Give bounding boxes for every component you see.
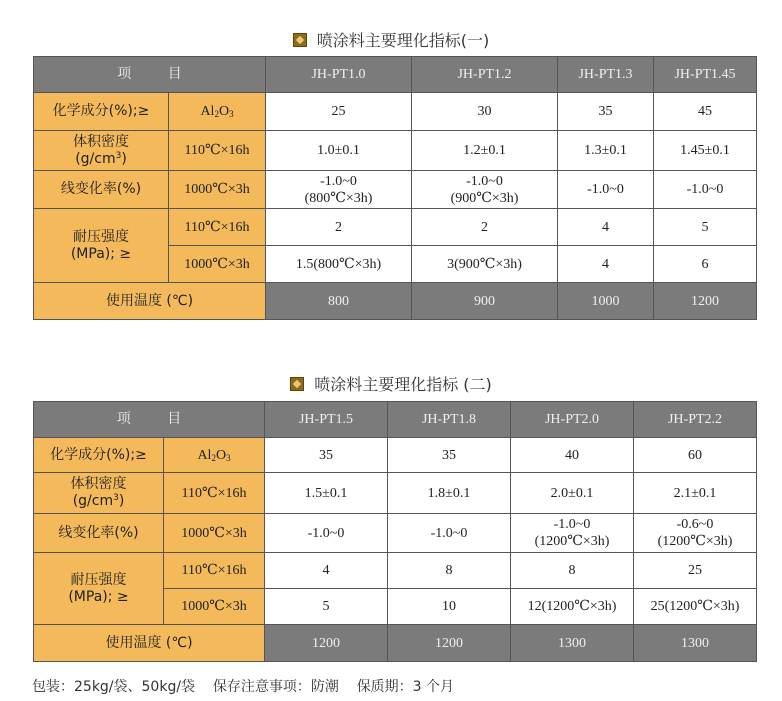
table2-caption: 喷涂料主要理化指标 (二): [0, 372, 782, 395]
product-header: JH-PT1.8: [388, 402, 511, 438]
linear-row: [34, 171, 757, 209]
temp-value: 800: [266, 283, 412, 320]
project-header: 项 目: [34, 402, 265, 438]
temp-value: 1200: [265, 625, 388, 662]
temp-value: 1000: [558, 283, 654, 320]
temp-label: 使用温度 (℃): [34, 625, 265, 662]
density-condition: 110℃×16h: [164, 473, 265, 514]
chem-value: 35: [558, 93, 654, 131]
strength-value: 5: [265, 589, 388, 625]
shelf-life-note: 保质期：3 个月: [356, 679, 455, 695]
strength-condition: 110℃×16h: [164, 553, 265, 589]
chem-value: 25: [266, 93, 412, 131]
header-row: [34, 402, 757, 438]
packaging-note: 包装：25kg/袋、50kg/袋: [32, 679, 196, 695]
project-header: 项 目: [34, 57, 266, 93]
linear-value: -1.0~0: [558, 171, 654, 209]
linear-value: -1.0~0: [388, 514, 511, 553]
temp-row: [34, 283, 757, 320]
chem-value: 60: [634, 438, 757, 473]
chem-label: 化学成分(%);≥: [34, 438, 164, 473]
linear-label: 线变化率(%): [34, 514, 164, 553]
product-footnote: [32, 676, 454, 696]
strength-value: 2: [412, 209, 558, 246]
chem-value: 45: [654, 93, 757, 131]
linear-value: -1.0~0 (800℃×3h): [266, 171, 412, 209]
density-value: 1.0±0.1: [266, 131, 412, 171]
storage-note: 保存注意事项：防潮: [212, 679, 339, 695]
density-value: 1.8±0.1: [388, 473, 511, 514]
linear-value: -1.0~0 (900℃×3h): [412, 171, 558, 209]
temp-value: 1200: [654, 283, 757, 320]
diamond-bullet-icon: [290, 377, 304, 391]
spec-table-1: [33, 56, 757, 320]
linear-label: 线变化率(%): [34, 171, 169, 209]
al2o3-label: $Al_2O_3$: [164, 438, 265, 473]
strength-condition: 1000℃×3h: [164, 589, 265, 625]
linear-value: -0.6~0 (1200℃×3h): [634, 514, 757, 553]
strength-row-1: [34, 553, 757, 589]
strength-value: 8: [511, 553, 634, 589]
temp-row: [34, 625, 757, 662]
density-value: 1.2±0.1: [412, 131, 558, 171]
strength-value: 5: [654, 209, 757, 246]
strength-value: 25(1200℃×3h): [634, 589, 757, 625]
density-row: [34, 473, 757, 514]
density-value: 2.1±0.1: [634, 473, 757, 514]
temp-value: 900: [412, 283, 558, 320]
strength-condition: 110℃×16h: [169, 209, 266, 246]
density-value: 1.3±0.1: [558, 131, 654, 171]
strength-value: 10: [388, 589, 511, 625]
chem-value: 30: [412, 93, 558, 131]
strength-label: 耐压强度 (MPa); ≥: [34, 553, 164, 625]
strength-value: 6: [654, 246, 757, 283]
strength-value: 2: [266, 209, 412, 246]
product-header: JH-PT2.0: [511, 402, 634, 438]
density-value: 1.45±0.1: [654, 131, 757, 171]
strength-row-1: [34, 209, 757, 246]
linear-value: -1.0~0: [654, 171, 757, 209]
linear-row: [34, 514, 757, 553]
strength-value: 4: [558, 246, 654, 283]
density-label: 体积密度 $(g/cm^3)$: [34, 473, 164, 514]
product-header: JH-PT1.0: [266, 57, 412, 93]
strength-condition: 1000℃×3h: [169, 246, 266, 283]
chem-label: 化学成分(%);≥: [34, 93, 169, 131]
density-row: [34, 131, 757, 171]
chem-value: 40: [511, 438, 634, 473]
al2o3-label: $Al_2O_3$: [169, 93, 266, 131]
density-label: 体积密度 $(g/cm^3)$: [34, 131, 169, 171]
chem-value: 35: [388, 438, 511, 473]
chem-value: 35: [265, 438, 388, 473]
product-header: JH-PT1.45: [654, 57, 757, 93]
chem-row: [34, 93, 757, 131]
linear-condition: 1000℃×3h: [169, 171, 266, 209]
strength-value: 8: [388, 553, 511, 589]
temp-value: 1200: [388, 625, 511, 662]
temp-value: 1300: [634, 625, 757, 662]
strength-label: 耐压强度 (MPa); ≥: [34, 209, 169, 283]
linear-value: -1.0~0: [265, 514, 388, 553]
temp-value: 1300: [511, 625, 634, 662]
strength-value: 4: [265, 553, 388, 589]
strength-value: 1.5(800℃×3h): [266, 246, 412, 283]
linear-condition: 1000℃×3h: [164, 514, 265, 553]
temp-label: 使用温度 (℃): [34, 283, 266, 320]
strength-value: 12(1200℃×3h): [511, 589, 634, 625]
density-condition: 110℃×16h: [169, 131, 266, 171]
table1-caption: 喷涂料主要理化指标(一): [0, 28, 782, 51]
chem-row: [34, 438, 757, 473]
header-row: [34, 57, 757, 93]
strength-value: 3(900℃×3h): [412, 246, 558, 283]
strength-value: 4: [558, 209, 654, 246]
density-value: 1.5±0.1: [265, 473, 388, 514]
product-header: JH-PT1.3: [558, 57, 654, 93]
product-header: JH-PT1.5: [265, 402, 388, 438]
product-header: JH-PT1.2: [412, 57, 558, 93]
linear-value: -1.0~0 (1200℃×3h): [511, 514, 634, 553]
spec-table-2: [33, 401, 757, 662]
density-value: 2.0±0.1: [511, 473, 634, 514]
strength-value: 25: [634, 553, 757, 589]
diamond-bullet-icon: [293, 33, 307, 47]
product-header: JH-PT2.2: [634, 402, 757, 438]
